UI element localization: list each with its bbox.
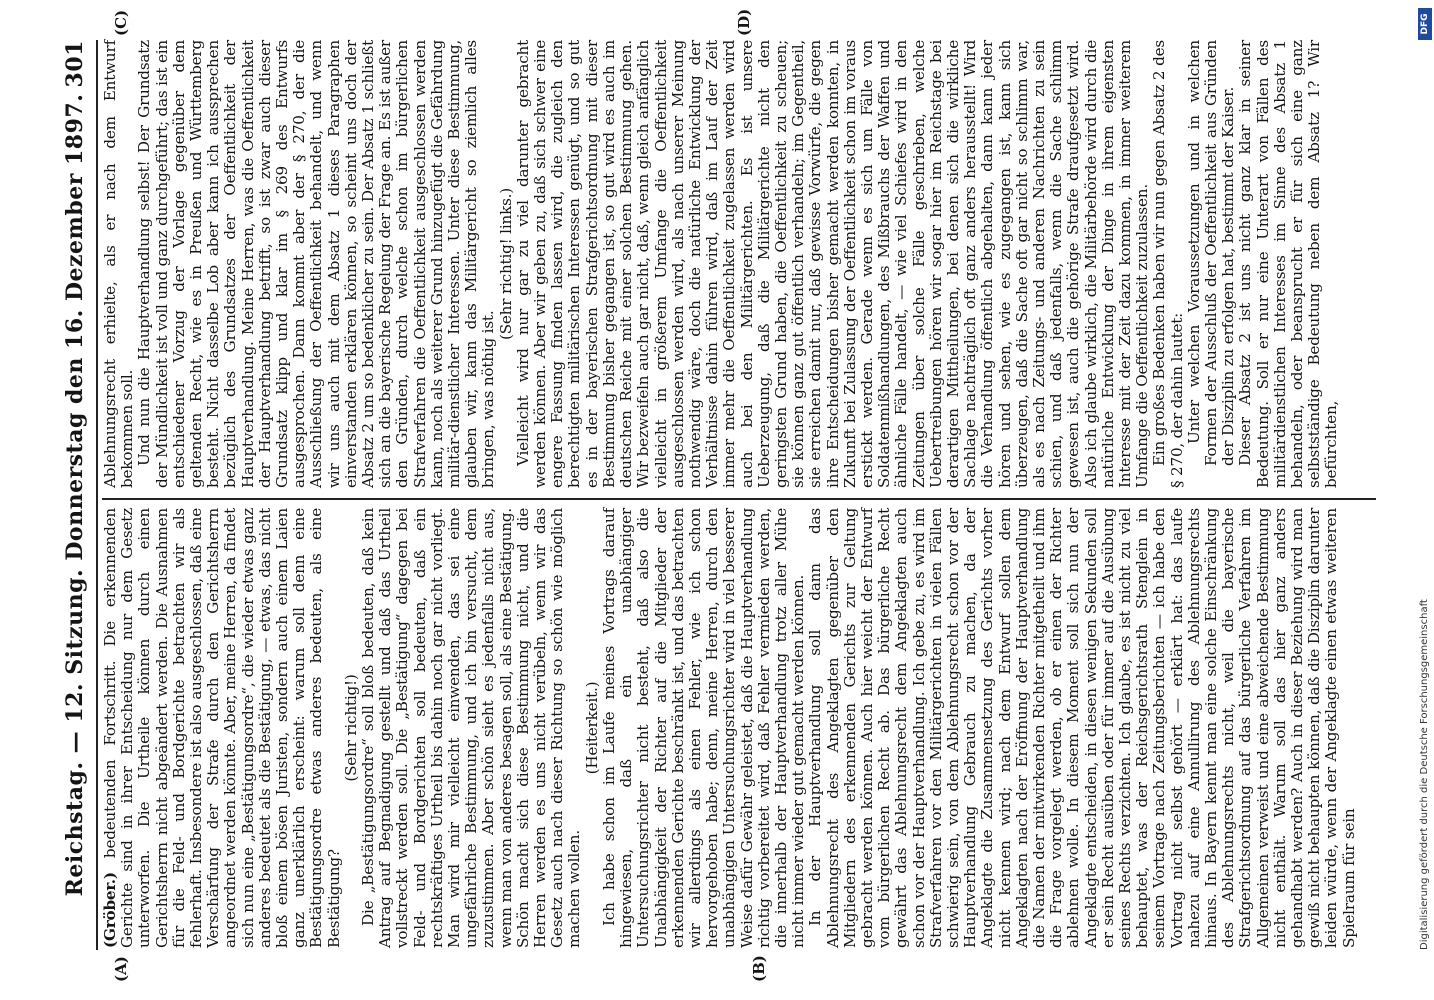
paragraph: Dieser Absatz 2 ist uns nicht ganz klar in seiner Bedeutung. Soll er nur eine Unterart von Fällen des militärdienstlichen Interesses im Sinne des Absatz 1 behandeln, oder beansprucht er für sich eine ganz selbstständige Bedeutung neben dem Absatz 1? Wir befürchten, [1236,40,1341,488]
paragraph: Ein großes Bedenken haben wir nun gegen Absatz 2 des § 270, der dahin lautet: [1150,40,1186,488]
margin-marker-a: (A) [112,956,130,982]
right-column [102,40,1380,488]
paragraph: Vielleicht wird nur gar zu viel darunter gebracht werden können. Aber wir geben zu, daß sich schwer eine engere Fassung finden lassen wird, die zugleich den berechtigten militärischen Interessen genügt, und so gut es in der bayerischen Strafgerichtsordnung mit dieser Bestimmung bisher gegangen ist, so gut wird es auch im deutschen Reiche mit einer solchen Bestimmung gehen. Wir bezweifeln auch gar nicht, daß, wenn gleich anfänglich vielleicht in größerem Umfange die Oeffentlichkeit ausgeschlossen werden wird, als nach unserer Meinung nothwendig wäre, doch die natürliche Entwicklung der Verhältnisse dahin führen wird, daß im Lauf der Zeit immer mehr die Oeffentlichkeit zugelassen werden wird auch bei den Militärgerichten. Es ist unsere Ueberzeugung, daß die Militärgerichte nicht den geringsten Grund haben, die Oeffentlichkeit zu scheuen; sie können ganz gut öffentlich verhandeln; im Gegentheil, sie erreichen damit nur, daß gewisse Vorwürfe, die gegen ihre Entscheidungen bisher gemacht werden konnten, in Zukunft bei Zulassung der Oeffentlichkeit schon im voraus erstickt werden. Gerade wenn es sich um Fälle von Soldatenmißhandlungen, des Mißbrauchs der Waffen und ähnliche Fälle handelt, — wie viel Schiefes wird in den Zeitungen über solche Fälle geschrieben, welche Uebertreibungen hören wir sogar hier im Reichstage bei derartigen Mittheilungen, bei denen sich die wirkliche Sachlage nachträglich oft ganz anders herausstellt! Wird die Verhandlung öffentlich abgehalten, dann kann jeder hören und sehen, wie es zugegangen ist, kann sich überzeugen, daß die Sache oft gar nicht so schlimm war, als es nach Zeitungs- und anderen Nachrichten zu sein schien, und daß jedenfalls, wenn die Sache schlimm gewesen ist, auch die gehörige Strafe draufgesetzt wird. Also ich glaube wirklich, die Militärbehörde wird durch die natürliche Entwicklung der Dinge in ihrem eigensten Interesse mit der Zeit dazu kommen, in immer weiterem Umfange die Oeffentlichkeit zuzulassen. [513,40,1152,488]
interjection: (Sehr richtig!) [341,674,360,782]
paragraph: Die „Bestätigungsordre“ soll bloß bedeuten, daß kein Antrag auf Begnadigung gestellt und daß das Urtheil vollstreckt werden soll. Die „Bestätigung“ dagegen bei Feld- und Bordgerichten soll bedeuten, daß ein rechtskräftiges Urtheil bis dahin noch gar nicht vorliegt. Man wird mir vielleicht einwenden, das sei eine ungefährliche Bestimmung, und ich bin versucht, dem zuzustimmen. Aber schön sieht es jedenfalls nicht aus, wenn man von anderes besagen soll, als eine Bestätigung. Schön macht sich diese Bestimmung nicht, und die Herren werden es uns nicht verübeln, wenn wir das Gesetz auch nach dieser Richtung so schön wie möglich machen wollen. [359,508,584,948]
paragraph: In der Hauptverhandlung soll dann das Ablehnungsrecht des Angeklagten gegenüber den Mitgliedern des erkennenden Gerichts zur Geltung gebracht werden können. Auch hier weicht der Entwurf vom bürgerlichen Recht ab. Das bürgerliche Recht gewährt das Ablehnungsrecht dem Angeklagten auch schon vor der Hauptverhandlung. Ich gebe zu, es wird im Strafverfahren vor den Militärgerichten in vielen Fällen schwierig sein, von dem Ablehnungsrecht schon vor der Hauptverhandlung Gebrauch zu machen, da der Angeklagte die Zusammensetzung des Gerichts vorher nicht kennen wird; nach dem Entwurf sollen dem Angeklagten nach der Eröffnung der Hauptverhandlung die Namen der mitwirkenden Richter mitgetheilt und ihm die Frage vorgelegt werden, ob er einen der Richter ablehnen wolle. In diesem Moment soll sich nun der Angeklagte entscheiden, in diesen wenigen Sekunden soll er sein Recht ausüben oder für immer auf die Ausübung seines Rechts verzichten. Ich glaube, es ist nicht zu viel behauptet, was der Reichsgerichtsrath Stenglein in seinem Vortrage nach Zeitungsberichten — ich habe den Vortrag nicht selbst gehört — erklärt hat: das laufe nahezu auf eine Annullirung des Ablehnungsrechts hinaus. In Bayern kennt man eine solche Einschränkung des Ablehnungsrechts nicht, weil die bayerische Strafgerichtsordnung auf das bürgerliche Verfahren im Allgemeinen verweist und eine abweichende Bestimmung nicht enthält. Warum soll das hier ganz anders gehandhabt werden? Auch in dieser Beziehung wird man gewiß nicht behaupten können, daß die Disziplin darunter leiden würde, wenn der Angeklagte einen etwas weiteren Spielraum für sein [806,508,1358,948]
interjection: (Heiterkeit.) [582,681,601,775]
dfg-logo-text: DFG [1420,13,1430,35]
margin-marker-b: (B) [750,955,768,982]
paragraph: Und nun die Hauptverhandlung selbst! Der Grundsatz der Mündlichkeit ist voll und ganz durchgeführt; das ist ein entschiedener Vorzug der Vorlage gegenüber dem geltenden Recht, wie es in Preußen und Württemberg besteht. Nicht dasselbe Lob aber kann ich aussprechen bezüglich des Grundsatzes der Oeffentlichkeit der Hauptverhandlung. Meine Herren, was die Oeffentlichkeit der Hauptverhandlung betrifft, so ist zwar auch dieser Grundsatz klipp und klar im § 269 des Entwurfs ausgesprochen. Dann kommt aber der § 270, der die Ausschließung der Oeffentlichkeit behandelt, und wenn wir uns auch mit dem Absatz 1 dieses Paragraphen einverstanden erklären können, so scheint uns doch der Absatz 2 um so bedenklicher zu sein. Der Absatz 1 schließt sich an die bayerische Regelung der Frage an. Es ist außer den Gründen, durch welche schon im bürgerlichen Strafverfahren die Oeffentlichkeit ausgeschlossen werden kann, noch als weiterer Grund hinzugefügt die Gefährdung militär-dienstlicher Interessen. Unter diese Bestimmung, glauben wir, kann das Militärgericht so ziemlich alles bringen, was nöthig ist. [135,40,498,488]
digitization-note-text: Digitalisierung gefördert durch die Deutsche Forschungsgemeinschaft [1419,599,1430,950]
paragraph-text: bedeutenden Fortschritt. Die erkennenden Gerichte sind in ihrer Entscheidung nur dem Gesetz unterworfen. Die Urtheile können durch einen Gerichtsherrn nicht abgeändert werden. Die Ausnahmen für die Feld- und Bordgerichte betrachten wir als fehlerhaft. Insbesondere ist also ausgeschlossen, daß eine Verschärfung der Strafe durch den Gerichtsherrn angeordnet werden könnte. Aber, meine Herren, da findet sich nun eine „Bestätigungsordre“, die wieder etwas ganz anderes bedeutet als die Bestätigung, — etwas, das nicht bloß einem bösen Juristen, sondern auch einem Laien ganz unerklärlich erscheint: warum soll denn eine Bestätigungsordre etwas anderes bedeuten, als eine Bestätigung? [101,508,343,948]
left-column [102,508,1380,948]
digitization-note [1418,10,1432,990]
interjection: (Sehr richtig! links.) [496,187,515,341]
margin-marker-c: (C) [112,9,130,36]
paragraph: Ablehnungsrecht erhielte, als er nach dem Entwurf bekommen soll. [101,40,137,488]
page-number: 301 [62,40,88,88]
page-title: Reichstag. — 12. Sitzung. Donnerstag den 16. Dezember 1897. [62,93,88,897]
quoted-paragraph: Unter welchen Voraussetzungen und in welchen Formen der Ausschluß der Oeffentlichkeit aus Gründen der Disziplin zu erfolgen hat, bestimmt der Kaiser. [1184,40,1238,466]
running-head [62,40,94,950]
margin-marker-d: (D) [735,8,753,36]
paragraph [102,508,343,948]
column-divider [102,498,1376,500]
speaker-name: (Gröber.) [101,872,119,948]
header-rule [96,40,98,950]
paragraph: Ich habe schon im Laufe meines Vortrags darauf hingewiesen, daß ein unabhängiger Untersuchungsrichter nicht besteht, daß also die Unabhängigkeit der Richter auf die Mitglieder der erkennenden Gerichte beschränkt ist, und das betrachten wir allerdings als einen Fehler, wie ich schon hervorgehoben habe; denn, meine Herren, durch den unabhängigen Untersuchungsrichter wird in viel besserer Weise dafür Gewähr geleistet, daß die Hauptverhandlung richtig vorbereitet wird, daß Fehler vermieden werden, die innerhalb der Hauptverhandlung trotz aller Mühe nicht immer wieder gut gemacht werden können. [599,508,808,948]
